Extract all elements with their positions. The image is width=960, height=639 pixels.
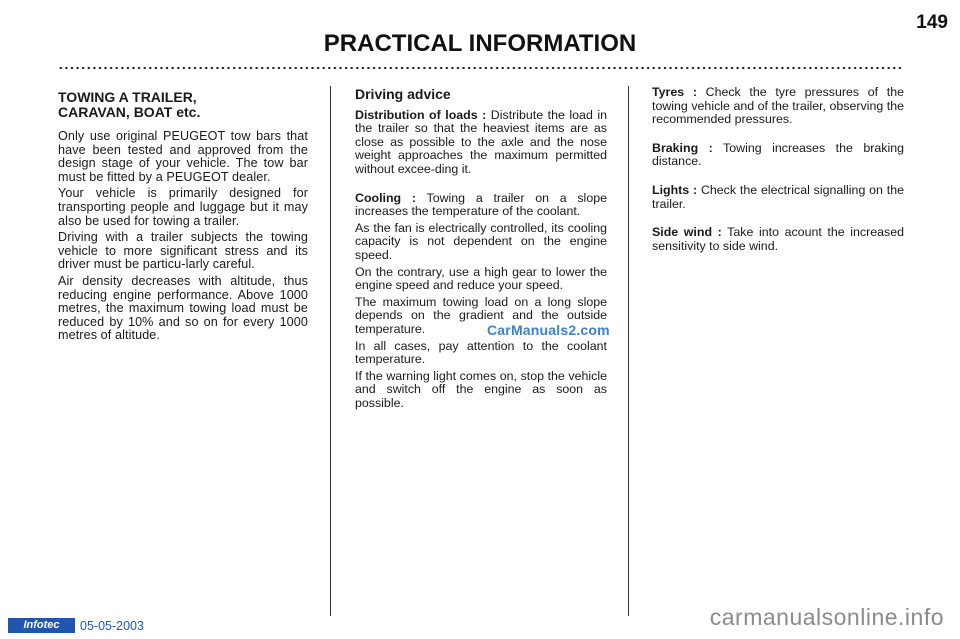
- lead-side-wind: Side wind :: [652, 225, 722, 240]
- section-heading-towing: [58, 90, 308, 120]
- paragraph: The maximum towing load on a long slope depends on the gradient and the outside temperature.: [355, 294, 607, 336]
- paragraph: If the warning light comes on, stop the vehicle and switch off the engine as soon as possible.: [355, 368, 607, 410]
- page-number: 149: [916, 12, 948, 33]
- paragraph: Driving with a trailer subjects the towing vehicle to more significant stress and its driver must be particu-larly careful.: [58, 230, 308, 272]
- heading-line-1: TOWING A TRAILER,: [58, 89, 197, 105]
- page-title: PRACTICAL INFORMATION: [323, 30, 637, 57]
- column-divider-1: [330, 86, 331, 616]
- column-towing: [58, 86, 308, 346]
- paragraph: Your vehicle is primarily designed for transporting people and luggage but it may also be used for towing a trailer.: [58, 186, 308, 228]
- paragraph-braking: [652, 142, 904, 169]
- text-side-wind: Take into acount the increased sensitivity to side wind.: [652, 225, 904, 253]
- paragraph: On the contrary, use a high gear to lower the engine speed and reduce your speed.: [355, 264, 607, 293]
- lead-braking: Braking :: [652, 140, 713, 155]
- paragraph-tyres: [652, 86, 904, 127]
- paragraph: Only use original PEUGEOT tow bars that have been tested and approved from the design stage of your vehicle. The tow bar must be fitted by a PEUGEOT dealer.: [58, 129, 308, 184]
- paragraph-side-wind: [652, 226, 904, 253]
- text-tyres: Check the tyre pressures of the towing vehicle and of the trailer, observing the recommended pressures.: [652, 85, 904, 127]
- lead-distribution: Distribution of loads :: [355, 107, 487, 122]
- infotec-badge: Infotec: [8, 618, 75, 633]
- text-braking: Towing increases the braking distance.: [652, 140, 904, 169]
- heading-line-2: CARAVAN, BOAT etc.: [58, 104, 201, 120]
- lead-lights: Lights :: [652, 182, 698, 197]
- text-distribution: Distribute the load in the trailer so that the heaviest items are as close as possible to the axle and the nose weight approaches the maximum permitted without excee-ding it.: [355, 107, 608, 176]
- paragraph-cooling: [355, 192, 607, 219]
- lead-tyres: Tyres :: [652, 85, 697, 99]
- paragraph-distribution: [355, 109, 607, 177]
- section-heading-driving-advice: Driving advice: [355, 86, 451, 102]
- dotted-divider: [58, 66, 904, 70]
- text-cooling: Towing a trailer on a slope increases the temperature of the coolant.: [355, 190, 607, 219]
- column-divider-2: [628, 86, 629, 616]
- paragraph: In all cases, pay attention to the coolant temperature.: [355, 338, 607, 367]
- footer-site-watermark: carmanualsonline.info: [709, 604, 944, 630]
- watermark: CarManuals2.com: [487, 322, 610, 338]
- paragraph-lights: [652, 184, 904, 211]
- text-lights: Check the electrical signalling on the trailer.: [652, 182, 904, 211]
- column-driving-advice: [355, 86, 607, 413]
- paragraph: Air density decreases with altitude, thus reducing engine performance. Above 1000 metres, the maximum towing load must be reduced by 10% and so on for every 1000 metres of altitude.: [58, 273, 308, 343]
- column-checks: [652, 86, 904, 256]
- footer-date: 05-05-2003: [80, 619, 144, 633]
- lead-cooling: Cooling :: [355, 190, 416, 205]
- paragraph: As the fan is electrically controlled, its cooling capacity is not dependent on the engine speed.: [355, 220, 607, 262]
